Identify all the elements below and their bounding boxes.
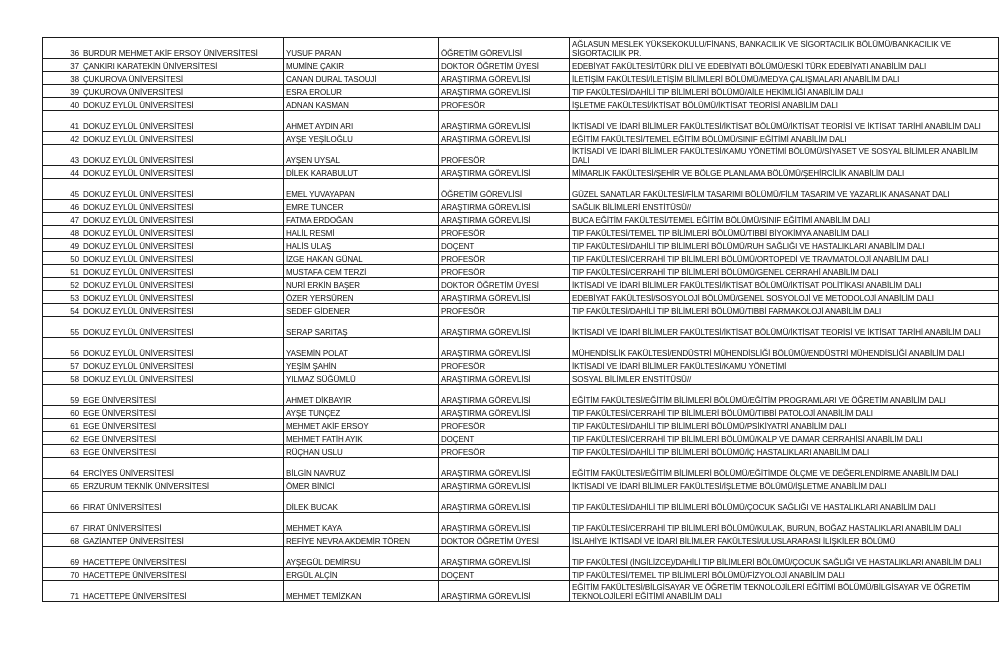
department-cell: İKTİSADİ VE İDARİ BİLİMLER FAKÜLTESİ/İKTİSAT BÖLÜMÜ/İKTİSAT TEORİSİ VE İKTİSAT TARİHİ ANABİLİM DALI <box>570 317 999 338</box>
academic-title-cell: ARAŞTIRMA GÖREVLİSİ <box>439 385 570 406</box>
department-cell: GÜZEL SANATLAR FAKÜLTESİ/FİLM TASARIMI BÖLÜMÜ/FİLM TASARIM VE YAZARLIK ANASANAT DALI <box>570 179 999 200</box>
department-cell: TIP FAKÜLTESİ/DAHİLİ TIP BİLİMLERİ BÖLÜMÜ/RUH SAĞLIĞI VE HASTALIKLARI ANABİLİM DALI <box>570 239 999 252</box>
university-cell: EGE ÜNİVERSİTESİ <box>81 419 284 432</box>
row-number-cell: 41 <box>43 111 82 132</box>
academic-title-cell: PROFESÖR <box>439 145 570 166</box>
person-name-cell: YEŞİM ŞAHİN <box>284 359 439 372</box>
academic-title-cell: ARAŞTIRMA GÖREVLİSİ <box>439 291 570 304</box>
university-cell: FIRAT ÜNİVERSİTESİ <box>81 513 284 534</box>
row-number-cell: 51 <box>43 265 82 278</box>
academic-title-cell: ÖĞRETİM GÖREVLİSİ <box>439 179 570 200</box>
academic-title-cell: DOÇENT <box>439 239 570 252</box>
university-cell: DOKUZ EYLÜL ÜNİVERSİTESİ <box>81 304 284 317</box>
academic-title-cell: ARAŞTIRMA GÖREVLİSİ <box>439 166 570 179</box>
department-cell: İLETİŞİM FAKÜLTESİ/İLETİŞİM BİLİMLERİ BÖLÜMÜ/MEDYA ÇALIŞMALARI ANABİLİM DALI <box>570 72 999 85</box>
row-number-cell: 48 <box>43 226 82 239</box>
table-row <box>43 581 999 602</box>
academic-title-cell: PROFESÖR <box>439 98 570 111</box>
academic-title-cell: ARAŞTIRMA GÖREVLİSİ <box>439 213 570 226</box>
row-number-cell: 56 <box>43 338 82 359</box>
row-number-cell: 71 <box>43 581 82 602</box>
department-cell: TIP FAKÜLTESİ/DAHİLİ TIP BİLİMLERİ BÖLÜMÜ/İÇ HASTALIKLARI ANABİLİM DALI <box>570 445 999 458</box>
academic-title-cell: ARAŞTIRMA GÖREVLİSİ <box>439 200 570 213</box>
row-number-cell: 68 <box>43 534 82 547</box>
department-cell: TIP FAKÜLTESİ/CERRAHİ TIP BİLİMLERİ BÖLÜMÜ/GENEL CERRAHİ ANABİLİM DALI <box>570 265 999 278</box>
table-row <box>43 419 999 432</box>
academic-title-cell: PROFESÖR <box>439 226 570 239</box>
person-name-cell: EMRE TUNCER <box>284 200 439 213</box>
university-cell: ERCİYES ÜNİVERSİTESİ <box>81 458 284 479</box>
department-cell: TIP FAKÜLTESİ/CERRAHİ TIP BİLİMLERİ BÖLÜMÜ/KALP VE DAMAR CERRAHİSİ ANABİLİM DALI <box>570 432 999 445</box>
university-cell: DOKUZ EYLÜL ÜNİVERSİTESİ <box>81 265 284 278</box>
department-cell: EĞİTİM FAKÜLTESİ/BİLGİSAYAR VE ÖĞRETİM TEKNOLOJİLERİ EĞİTİMİ BÖLÜMÜ/BİLGİSAYAR VE ÖĞRETİM TEKNOLOJİLERİ EĞİTİMİ ANABİLİM DALI <box>570 581 999 602</box>
university-cell: DOKUZ EYLÜL ÜNİVERSİTESİ <box>81 213 284 226</box>
row-number-cell: 57 <box>43 359 82 372</box>
university-cell: DOKUZ EYLÜL ÜNİVERSİTESİ <box>81 200 284 213</box>
academic-title-cell: ARAŞTIRMA GÖREVLİSİ <box>439 111 570 132</box>
department-cell: TIP FAKÜLTESİ/TEMEL TIP BİLİMLERİ BÖLÜMÜ/FİZYOLOJİ ANABİLİM DALI <box>570 568 999 581</box>
department-cell: TIP FAKÜLTESİ/CERRAHİ TIP BİLİMLERİ BÖLÜMÜ/TIBBİ PATOLOJİ ANABİLİM DALI <box>570 406 999 419</box>
table-row <box>43 72 999 85</box>
university-cell: ÇANKIRI KARATEKİN ÜNİVERSİTESİ <box>81 59 284 72</box>
row-number-cell: 39 <box>43 85 82 98</box>
row-number-cell: 62 <box>43 432 82 445</box>
university-cell: HACETTEPE ÜNİVERSİTESİ <box>81 568 284 581</box>
row-number-cell: 47 <box>43 213 82 226</box>
table-row <box>43 239 999 252</box>
table-row <box>43 200 999 213</box>
academic-title-cell: ARAŞTIRMA GÖREVLİSİ <box>439 85 570 98</box>
table-row <box>43 38 999 59</box>
academic-title-cell: DOÇENT <box>439 568 570 581</box>
department-cell: SAĞLIK BİLİMLERİ ENSTİTÜSÜ// <box>570 200 999 213</box>
person-name-cell: CANAN DURAL TASOUJİ <box>284 72 439 85</box>
table-row <box>43 252 999 265</box>
department-cell: TIP FAKÜLTESİ/TEMEL TIP BİLİMLERİ BÖLÜMÜ/TIBBİ BİYOKİMYA ANABİLİM DALI <box>570 226 999 239</box>
university-cell: DOKUZ EYLÜL ÜNİVERSİTESİ <box>81 338 284 359</box>
person-name-cell: DİLEK KARABULUT <box>284 166 439 179</box>
row-number-cell: 66 <box>43 492 82 513</box>
university-cell: EGE ÜNİVERSİTESİ <box>81 445 284 458</box>
department-cell: EDEBİYAT FAKÜLTESİ/SOSYOLOJİ BÖLÜMÜ/GENEL SOSYOLOJİ VE METODOLOJİ ANABİLİM DALI <box>570 291 999 304</box>
university-cell: GAZİANTEP ÜNİVERSİTESİ <box>81 534 284 547</box>
academic-title-cell: ARAŞTIRMA GÖREVLİSİ <box>439 547 570 568</box>
university-cell: DOKUZ EYLÜL ÜNİVERSİTESİ <box>81 166 284 179</box>
university-cell: DOKUZ EYLÜL ÜNİVERSİTESİ <box>81 291 284 304</box>
university-cell: DOKUZ EYLÜL ÜNİVERSİTESİ <box>81 278 284 291</box>
university-cell: DOKUZ EYLÜL ÜNİVERSİTESİ <box>81 145 284 166</box>
person-name-cell: MEHMET KAYA <box>284 513 439 534</box>
person-name-cell: ÖMER BİNİCİ <box>284 479 439 492</box>
table-row <box>43 132 999 145</box>
university-cell: ÇUKUROVA ÜNİVERSİTESİ <box>81 85 284 98</box>
table-row <box>43 445 999 458</box>
academic-title-cell: ARAŞTIRMA GÖREVLİSİ <box>439 458 570 479</box>
person-name-cell: ADNAN KASMAN <box>284 98 439 111</box>
table-row <box>43 359 999 372</box>
person-name-cell: HALİS ULAŞ <box>284 239 439 252</box>
academic-title-cell: DOKTOR ÖĞRETİM ÜYESİ <box>439 278 570 291</box>
department-cell: İKTİSADİ VE İDARİ BİLİMLER FAKÜLTESİ/KAMU YÖNETİMİ BÖLÜMÜ/SİYASET VE SOSYAL BİLİMLER ANABİLİM DALI <box>570 145 999 166</box>
person-name-cell: NURİ ERKİN BAŞER <box>284 278 439 291</box>
person-name-cell: YASEMİN POLAT <box>284 338 439 359</box>
department-cell: İKTİSADİ VE İDARİ BİLİMLER FAKÜLTESİ/İKTİSAT BÖLÜMÜ/İKTİSAT TEORİSİ VE İKTİSAT TARİHİ ANABİLİM DALI <box>570 111 999 132</box>
university-cell: DOKUZ EYLÜL ÜNİVERSİTESİ <box>81 179 284 200</box>
academic-title-cell: ARAŞTIRMA GÖREVLİSİ <box>439 132 570 145</box>
department-cell: EDEBİYAT FAKÜLTESİ/TÜRK DİLİ VE EDEBİYATI BÖLÜMÜ/ESKİ TÜRK EDEBİYATI ANABİLİM DALI <box>570 59 999 72</box>
university-cell: DOKUZ EYLÜL ÜNİVERSİTESİ <box>81 111 284 132</box>
row-number-cell: 69 <box>43 547 82 568</box>
department-cell: TIP FAKÜLTESİ/DAHİLİ TIP BİLİMLERİ BÖLÜMÜ/AİLE HEKİMLİĞİ ANABİLİM DALI <box>570 85 999 98</box>
person-name-cell: MUMİNE ÇAKIR <box>284 59 439 72</box>
person-name-cell: YILMAZ SÜĞÜMLÜ <box>284 372 439 385</box>
person-name-cell: FATMA ERDOĞAN <box>284 213 439 226</box>
academic-title-cell: ARAŞTIRMA GÖREVLİSİ <box>439 479 570 492</box>
table-row <box>43 278 999 291</box>
row-number-cell: 58 <box>43 372 82 385</box>
university-cell: DOKUZ EYLÜL ÜNİVERSİTESİ <box>81 239 284 252</box>
person-name-cell: SEDEF GİDENER <box>284 304 439 317</box>
table-row <box>43 111 999 132</box>
department-cell: AĞLASUN MESLEK YÜKSEKOKULU/FİNANS, BANKACILIK VE SİGORTACILIK BÖLÜMÜ/BANKACILIK VE SİGORTACILIK PR. <box>570 38 999 59</box>
person-name-cell: AYŞE YEŞİLOĞLU <box>284 132 439 145</box>
table-row <box>43 534 999 547</box>
person-name-cell: EMEL YUVAYAPAN <box>284 179 439 200</box>
academic-title-cell: ARAŞTIRMA GÖREVLİSİ <box>439 317 570 338</box>
university-cell: DOKUZ EYLÜL ÜNİVERSİTESİ <box>81 132 284 145</box>
table-row <box>43 458 999 479</box>
row-number-cell: 40 <box>43 98 82 111</box>
university-cell: HACETTEPE ÜNİVERSİTESİ <box>81 547 284 568</box>
department-cell: İKTİSADİ VE İDARİ BİLİMLER FAKÜLTESİ/İŞLETME BÖLÜMÜ/İŞLETME ANABİLİM DALI <box>570 479 999 492</box>
university-cell: EGE ÜNİVERSİTESİ <box>81 432 284 445</box>
person-name-cell: REFİYE NEVRA AKDEMİR TÖREN <box>284 534 439 547</box>
table-row <box>43 179 999 200</box>
academic-title-cell: PROFESÖR <box>439 445 570 458</box>
table-row <box>43 568 999 581</box>
department-cell: MÜHENDİSLİK FAKÜLTESİ/ENDÜSTRİ MÜHENDİSLİĞİ BÖLÜMÜ/ENDÜSTRİ MÜHENDİSLİĞİ ANABİLİM DALI <box>570 338 999 359</box>
table-row <box>43 385 999 406</box>
person-name-cell: SERAP SARITAŞ <box>284 317 439 338</box>
university-cell: BURDUR MEHMET AKİF ERSOY ÜNİVERSİTESİ <box>81 38 284 59</box>
academic-title-cell: DOÇENT <box>439 432 570 445</box>
person-name-cell: ÖZER YERSÜREN <box>284 291 439 304</box>
person-name-cell: ERGÜL ALÇİN <box>284 568 439 581</box>
department-cell: TIP FAKÜLTESİ/CERRAHİ TIP BİLİMLERİ BÖLÜMÜ/ORTOPEDİ VE TRAVMATOLOJİ ANABİLİM DALI <box>570 252 999 265</box>
table-row <box>43 338 999 359</box>
row-number-cell: 42 <box>43 132 82 145</box>
table-row <box>43 513 999 534</box>
university-cell: DOKUZ EYLÜL ÜNİVERSİTESİ <box>81 252 284 265</box>
table-row <box>43 547 999 568</box>
university-cell: ERZURUM TEKNİK ÜNİVERSİTESİ <box>81 479 284 492</box>
person-name-cell: BİLGİN NAVRUZ <box>284 458 439 479</box>
university-cell: ÇUKUROVA ÜNİVERSİTESİ <box>81 72 284 85</box>
person-name-cell: AYŞEN UYSAL <box>284 145 439 166</box>
university-cell: DOKUZ EYLÜL ÜNİVERSİTESİ <box>81 372 284 385</box>
person-name-cell: MEHMET TEMİZKAN <box>284 581 439 602</box>
university-cell: DOKUZ EYLÜL ÜNİVERSİTESİ <box>81 98 284 111</box>
person-name-cell: AHMET AYDIN ARI <box>284 111 439 132</box>
row-number-cell: 36 <box>43 38 82 59</box>
university-cell: HACETTEPE ÜNİVERSİTESİ <box>81 581 284 602</box>
table-row <box>43 406 999 419</box>
department-cell: TIP FAKÜLTESİ/DAHİLİ TIP BİLİMLERİ BÖLÜMÜ/PSİKİYATRİ ANABİLİM DALI <box>570 419 999 432</box>
row-number-cell: 64 <box>43 458 82 479</box>
table-row <box>43 317 999 338</box>
academic-title-cell: ARAŞTIRMA GÖREVLİSİ <box>439 406 570 419</box>
row-number-cell: 46 <box>43 200 82 213</box>
department-cell: İKTİSADİ VE İDARİ BİLİMLER FAKÜLTESİ/KAMU YÖNETİMİ <box>570 359 999 372</box>
university-cell: DOKUZ EYLÜL ÜNİVERSİTESİ <box>81 317 284 338</box>
university-cell: FIRAT ÜNİVERSİTESİ <box>81 492 284 513</box>
person-name-cell: HALİL RESMİ <box>284 226 439 239</box>
row-number-cell: 61 <box>43 419 82 432</box>
person-name-cell: AYŞEGÜL DEMİRSU <box>284 547 439 568</box>
department-cell: İSLAHİYE İKTİSADİ VE İDARİ BİLİMLER FAKÜLTESİ/ULUSLARARASI İLİŞKİLER BÖLÜMÜ <box>570 534 999 547</box>
staff-table-body <box>43 38 999 602</box>
academic-title-cell: ARAŞTIRMA GÖREVLİSİ <box>439 581 570 602</box>
row-number-cell: 63 <box>43 445 82 458</box>
academic-title-cell: PROFESÖR <box>439 265 570 278</box>
table-row <box>43 492 999 513</box>
person-name-cell: YUSUF PARAN <box>284 38 439 59</box>
department-cell: TIP FAKÜLTESİ/DAHİLİ TIP BİLİMLERİ BÖLÜMÜ/ÇOCUK SAĞLIĞI VE HASTALIKLARI ANABİLİM DALI <box>570 492 999 513</box>
department-cell: EĞİTİM FAKÜLTESİ/EĞİTİM BİLİMLERİ BÖLÜMÜ/EĞİTİM PROGRAMLARI VE ÖĞRETİM ANABİLİM DALI <box>570 385 999 406</box>
row-number-cell: 43 <box>43 145 82 166</box>
department-cell: İŞLETME FAKÜLTESİ/İKTİSAT BÖLÜMÜ/İKTİSAT TEORİSİ ANABİLİM DALI <box>570 98 999 111</box>
academic-title-cell: ARAŞTIRMA GÖREVLİSİ <box>439 72 570 85</box>
person-name-cell: MUSTAFA CEM TERZİ <box>284 265 439 278</box>
row-number-cell: 65 <box>43 479 82 492</box>
person-name-cell: İZGE HAKAN GÜNAL <box>284 252 439 265</box>
row-number-cell: 45 <box>43 179 82 200</box>
table-row <box>43 59 999 72</box>
table-row <box>43 145 999 166</box>
row-number-cell: 38 <box>43 72 82 85</box>
table-row <box>43 372 999 385</box>
table-row <box>43 85 999 98</box>
department-cell: EĞİTİM FAKÜLTESİ/TEMEL EĞİTİM BÖLÜMÜ/SINIF EĞİTİMİ ANABİLİM DALI <box>570 132 999 145</box>
row-number-cell: 67 <box>43 513 82 534</box>
person-name-cell: AHMET DİKBAYIR <box>284 385 439 406</box>
department-cell: İKTİSADİ VE İDARİ BİLİMLER FAKÜLTESİ/İKTİSAT BÖLÜMÜ/İKTİSAT POLİTİKASI ANABİLİM DALI <box>570 278 999 291</box>
table-row <box>43 226 999 239</box>
person-name-cell: RÜÇHAN USLU <box>284 445 439 458</box>
table-row <box>43 166 999 179</box>
university-cell: EGE ÜNİVERSİTESİ <box>81 385 284 406</box>
row-number-cell: 55 <box>43 317 82 338</box>
row-number-cell: 60 <box>43 406 82 419</box>
person-name-cell: AYŞE TUNÇEZ <box>284 406 439 419</box>
table-row <box>43 304 999 317</box>
row-number-cell: 53 <box>43 291 82 304</box>
row-number-cell: 54 <box>43 304 82 317</box>
academic-title-cell: ARAŞTIRMA GÖREVLİSİ <box>439 492 570 513</box>
academic-title-cell: ARAŞTIRMA GÖREVLİSİ <box>439 513 570 534</box>
table-row <box>43 432 999 445</box>
table-row <box>43 213 999 226</box>
table-row <box>43 291 999 304</box>
row-number-cell: 59 <box>43 385 82 406</box>
row-number-cell: 52 <box>43 278 82 291</box>
department-cell: SOSYAL BİLİMLER ENSTİTÜSÜ// <box>570 372 999 385</box>
university-cell: DOKUZ EYLÜL ÜNİVERSİTESİ <box>81 226 284 239</box>
academic-title-cell: DOKTOR ÖĞRETİM ÜYESİ <box>439 59 570 72</box>
document-page <box>42 37 982 602</box>
person-name-cell: MEHMET AKİF ERSOY <box>284 419 439 432</box>
row-number-cell: 50 <box>43 252 82 265</box>
university-cell: EGE ÜNİVERSİTESİ <box>81 406 284 419</box>
department-cell: TIP FAKÜLTESİ/DAHİLİ TIP BİLİMLERİ BÖLÜMÜ/TIBBİ FARMAKOLOJİ ANABİLİM DALI <box>570 304 999 317</box>
academic-title-cell: PROFESÖR <box>439 419 570 432</box>
row-number-cell: 49 <box>43 239 82 252</box>
row-number-cell: 37 <box>43 59 82 72</box>
academic-title-cell: ARAŞTIRMA GÖREVLİSİ <box>439 372 570 385</box>
table-row <box>43 479 999 492</box>
academic-title-cell: PROFESÖR <box>439 359 570 372</box>
row-number-cell: 70 <box>43 568 82 581</box>
person-name-cell: DİLEK BUCAK <box>284 492 439 513</box>
table-row <box>43 265 999 278</box>
department-cell: BUCA EĞİTİM FAKÜLTESİ/TEMEL EĞİTİM BÖLÜMÜ/SINIF EĞİTİMİ ANABİLİM DALI <box>570 213 999 226</box>
row-number-cell: 44 <box>43 166 82 179</box>
department-cell: TIP FAKÜLTESİ/CERRAHİ TIP BİLİMLERİ BÖLÜMÜ/KULAK, BURUN, BOĞAZ HASTALIKLARI ANABİLİM DALI <box>570 513 999 534</box>
staff-table <box>42 37 999 602</box>
academic-title-cell: ARAŞTIRMA GÖREVLİSİ <box>439 338 570 359</box>
academic-title-cell: PROFESÖR <box>439 304 570 317</box>
department-cell: TIP FAKÜLTESİ (İNGİLİZCE)/DAHİLİ TIP BİLİMLERİ BÖLÜMÜ/ÇOCUK SAĞLIĞI VE HASTALIKLARI ANABİLİM DALI <box>570 547 999 568</box>
academic-title-cell: PROFESÖR <box>439 252 570 265</box>
person-name-cell: MEHMET FATİH AYIK <box>284 432 439 445</box>
person-name-cell: ESRA EROLUR <box>284 85 439 98</box>
academic-title-cell: ÖĞRETİM GÖREVLİSİ <box>439 38 570 59</box>
university-cell: DOKUZ EYLÜL ÜNİVERSİTESİ <box>81 359 284 372</box>
department-cell: EĞİTİM FAKÜLTESİ/EĞİTİM BİLİMLERİ BÖLÜMÜ/EĞİTİMDE ÖLÇME VE DEĞERLENDİRME ANABİLİM DALI <box>570 458 999 479</box>
academic-title-cell: DOKTOR ÖĞRETİM ÜYESİ <box>439 534 570 547</box>
department-cell: MİMARLIK FAKÜLTESİ/ŞEHİR VE BÖLGE PLANLAMA BÖLÜMÜ/ŞEHİRCİLİK ANABİLİM DALI <box>570 166 999 179</box>
table-row <box>43 98 999 111</box>
